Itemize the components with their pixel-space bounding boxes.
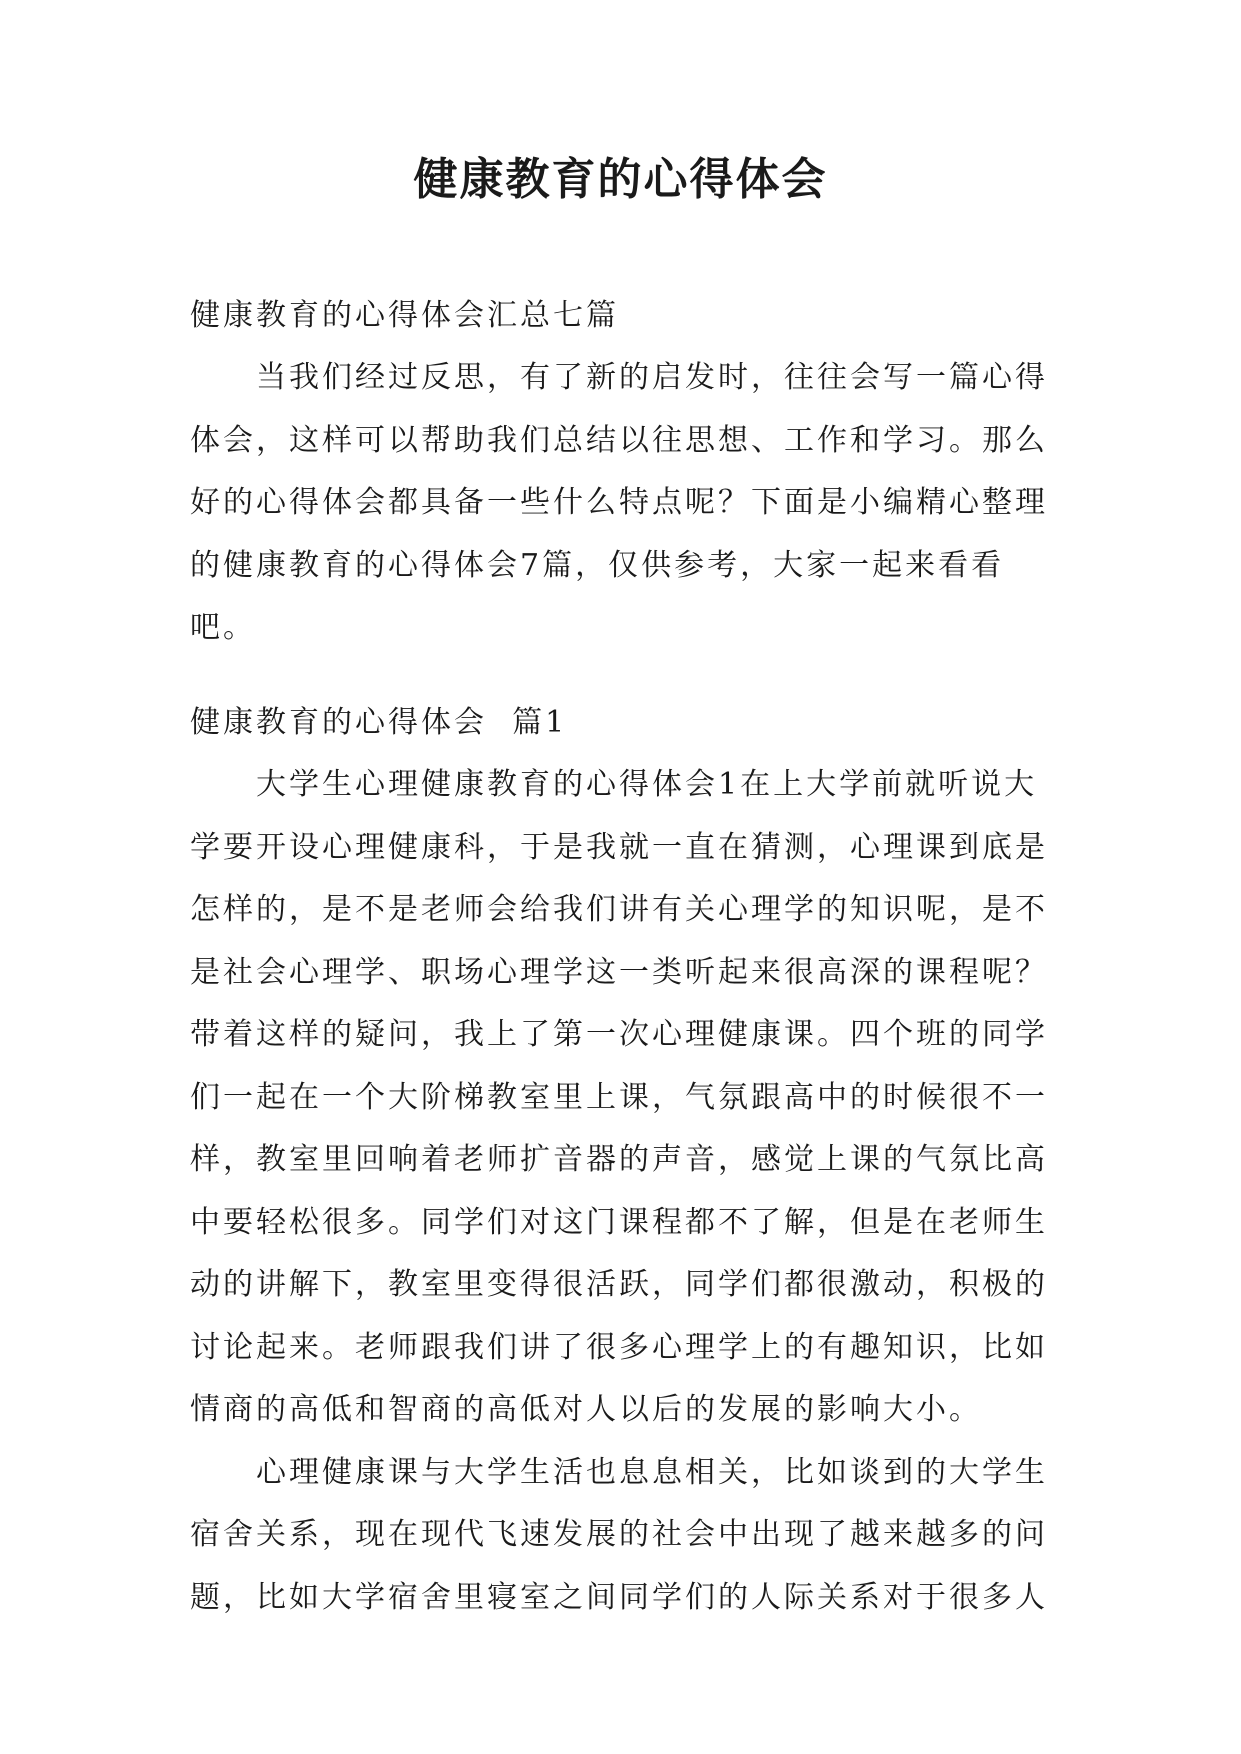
document-title: 健康教育的心得体会	[413, 154, 828, 205]
section-1-heading: 健康教育的心得体会 篇1	[190, 705, 568, 740]
intro-heading: 健康教育的心得体会汇总七篇	[190, 298, 619, 333]
section-1-body	[190, 754, 1050, 1629]
section-1-paragraph-2: 心理健康课与大学生活也息息相关，比如谈到的大学生宿舍关系，现在现代飞速发展的社会中出现了越来越多的问题，比如大学宿舍里寝室之间同学们的人际关系对于很多人	[190, 1454, 1048, 1615]
intro-paragraph: 当我们经过反思，有了新的启发时，往往会写一篇心得体会，这样可以帮助我们总结以往思想、工作和学习。那么好的心得体会都具备一些什么特点呢？下面是小编精心整理的健康教育的心得体会7篇，仅供参考，大家一起来看看吧。	[190, 360, 1048, 645]
section-1-paragraph-1: 大学生心理健康教育的心得体会1在上大学前就听说大学要开设心理健康科，于是我就一直在猜测，心理课到底是怎样的，是不是老师会给我们讲有关心理学的知识呢，是不是社会心理学、职场心理学这一类听起来很高深的课程呢？带着这样的疑问，我上了第一次心理健康课。四个班的同学们一起在一个大阶梯教室里上课，气氛跟高中的时候很不一样，教室里回响着老师扩音器的声音，感觉上课的气氛比高中要轻松很多。同学们对这门课程都不了解，但是在老师生动的讲解下，教室里变得很活跃，同学们都很激动，积极的讨论起来。老师跟我们讲了很多心理学上的有趣知识，比如情商的高低和智商的高低对人以后的发展的影响大小。	[190, 767, 1048, 1427]
